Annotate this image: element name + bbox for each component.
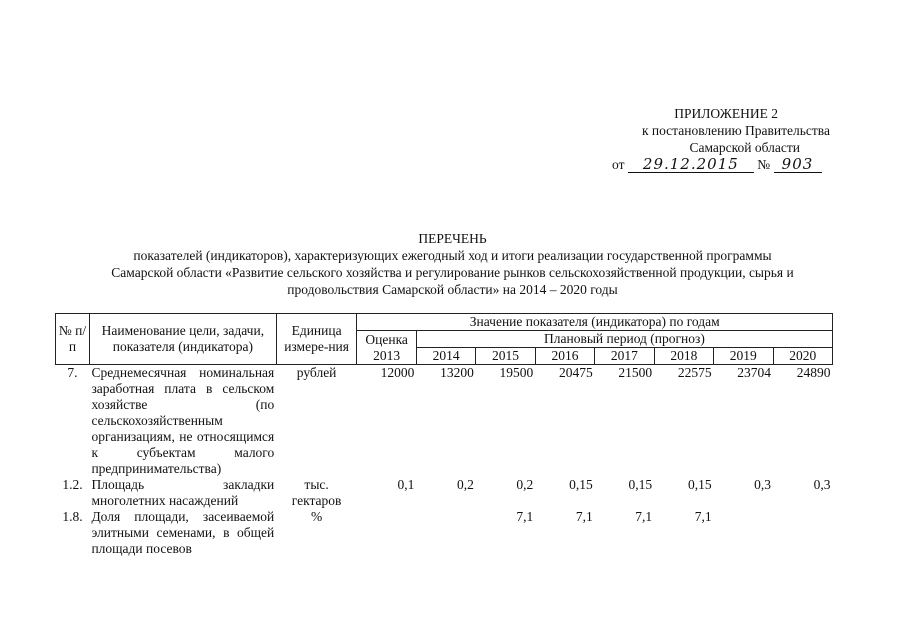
header-year: 2020	[773, 348, 833, 365]
row-value	[773, 509, 833, 557]
row-number: 1.2.	[62, 477, 83, 492]
indicators-table	[55, 313, 833, 557]
row-value: 7,1	[635, 509, 653, 524]
row-name: Площадь закладки многолетних насаждений	[91, 477, 275, 508]
row-value: 0,3	[813, 477, 831, 492]
appendix-date-number-line	[560, 156, 830, 178]
row-value: 0,15	[687, 477, 712, 492]
appendix-block	[560, 105, 830, 178]
row-value: 23704	[737, 365, 771, 380]
table-row	[56, 509, 833, 557]
row-unit: тыс. гектаров	[291, 477, 342, 508]
row-value: 0,2	[456, 477, 474, 492]
header-year: 2016	[535, 348, 594, 365]
handwritten-number: 903	[774, 156, 822, 173]
number-label: №	[757, 157, 771, 172]
header-name: Наименование цели, задачи, показателя (индикатора)	[89, 314, 276, 365]
header-planned-group: Плановый период (прогноз)	[416, 331, 832, 348]
row-value: 7,1	[516, 509, 534, 524]
header-values-group: Значение показателя (индикатора) по годам	[357, 314, 833, 331]
row-value: 12000	[380, 365, 415, 380]
row-value: 0,15	[628, 477, 653, 492]
row-value: 7,1	[575, 509, 593, 524]
table-header	[56, 314, 833, 365]
heading-subtitle: показателей (индикаторов), характеризующих ежегодный ход и итоги реализации государственной программы Самарской области «Развитие сельского хозяйства и регулирование рынков сельскохозяйственной продукции, сырья и продовольствия Самарской области» на 2014 – 2020 годы	[111, 248, 794, 297]
from-label: от	[612, 157, 625, 172]
row-name: Среднемесячная номинальная заработная плата в сельском хозяйстве (по сельскохозяйственным организациям, не относящимся к субъектам малого предпринимательства)	[91, 365, 275, 476]
appendix-title: ПРИЛОЖЕНИЕ 2	[674, 106, 778, 121]
row-number: 1.8.	[62, 509, 83, 524]
row-value	[416, 509, 475, 557]
header-unit: Единица измере-ния	[276, 314, 357, 365]
row-value: 24890	[796, 365, 831, 380]
row-value: 20475	[558, 365, 593, 380]
row-value: 19500	[499, 365, 534, 380]
row-value	[714, 509, 773, 557]
handwritten-date: 29.12.2015	[628, 156, 754, 173]
document-heading	[0, 230, 905, 298]
header-year: 2017	[595, 348, 654, 365]
row-value: 21500	[618, 365, 653, 380]
header-year: 2018	[654, 348, 713, 365]
row-value: 0,15	[569, 477, 593, 492]
header-num: № п/п	[56, 314, 90, 365]
row-value: 0,1	[397, 477, 415, 492]
row-value: 22575	[677, 365, 712, 380]
row-value: 13200	[440, 365, 474, 380]
heading-title: ПЕРЕЧЕНЬ	[418, 231, 487, 246]
appendix-resolution-line: к постановлению Правительства	[641, 123, 830, 138]
row-value: 7,1	[694, 509, 712, 524]
header-year: 2019	[714, 348, 773, 365]
row-name: Доля площади, засеиваемой элитными семенами, в общей площади посевов	[91, 509, 275, 556]
row-value: 0,3	[754, 477, 771, 492]
row-unit: рублей	[296, 365, 337, 380]
row-value	[357, 509, 416, 557]
table-body	[56, 365, 833, 558]
row-unit: %	[310, 509, 323, 524]
row-value: 0,2	[516, 477, 534, 492]
appendix-region-line: Самарской области	[689, 140, 800, 155]
table-row	[56, 477, 833, 509]
header-year: 2015	[476, 348, 535, 365]
header-estimate: Оценка 2013	[357, 331, 416, 365]
header-year: 2014	[416, 348, 475, 365]
table-row	[56, 365, 833, 478]
row-number: 7.	[67, 365, 78, 380]
